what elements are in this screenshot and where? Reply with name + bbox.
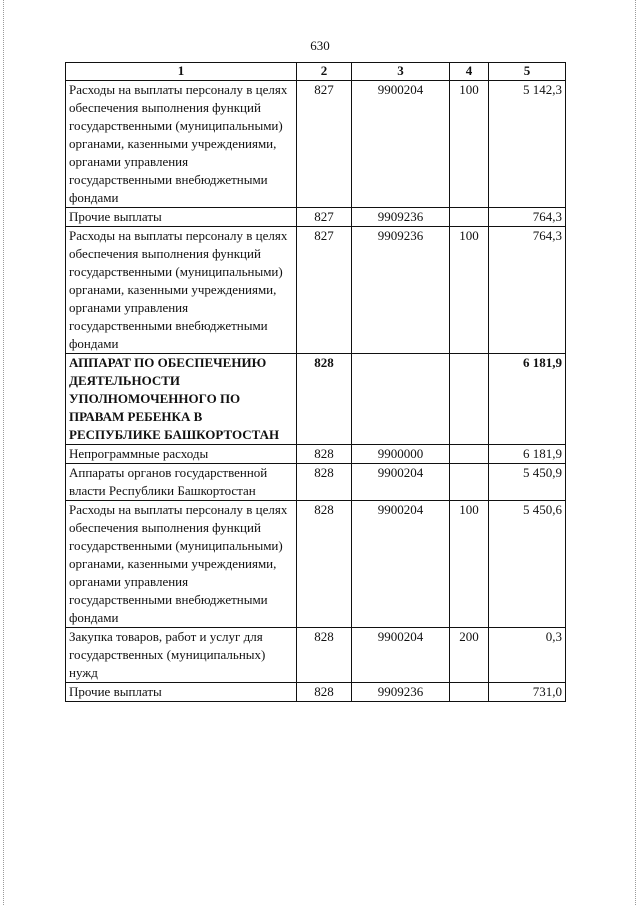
- row-kind-cell: [450, 354, 489, 445]
- table-row: [66, 81, 566, 208]
- row-name-cell: Расходы на выплаты персоналу в целях обеспечения выполнения функций государственными (муниципальными) органами, казенными учреждениями, органами управления государственными внебюджетными фондами: [66, 227, 297, 354]
- row-kind-cell: 100: [450, 81, 489, 208]
- scan-edge-right: [635, 0, 637, 905]
- row-code-cell: 827: [297, 208, 352, 227]
- row-code-cell: 828: [297, 354, 352, 445]
- row-target-cell: 9909236: [352, 208, 450, 227]
- row-code-cell: 827: [297, 81, 352, 208]
- row-code-cell: 828: [297, 445, 352, 464]
- row-amount-cell: 6 181,9: [489, 445, 566, 464]
- row-target-cell: 9909236: [352, 683, 450, 702]
- budget-table: [65, 62, 566, 702]
- row-amount-cell: 5 450,6: [489, 501, 566, 628]
- table-row: [66, 354, 566, 445]
- row-target-cell: [352, 354, 450, 445]
- table-row: [66, 501, 566, 628]
- row-amount-cell: 764,3: [489, 227, 566, 354]
- row-target-cell: 9900204: [352, 464, 450, 501]
- table-row: [66, 208, 566, 227]
- row-target-cell: 9900204: [352, 81, 450, 208]
- row-name-cell: Прочие выплаты: [66, 208, 297, 227]
- row-amount-cell: 6 181,9: [489, 354, 566, 445]
- header-cell: 4: [450, 63, 489, 81]
- header-cell: 2: [297, 63, 352, 81]
- row-target-cell: 9900000: [352, 445, 450, 464]
- table-row: [66, 683, 566, 702]
- row-code-cell: 827: [297, 227, 352, 354]
- row-amount-cell: 764,3: [489, 208, 566, 227]
- table-row: [66, 227, 566, 354]
- table-row: [66, 445, 566, 464]
- row-amount-cell: 5 450,9: [489, 464, 566, 501]
- page-number: 630: [310, 38, 330, 53]
- scan-edge-left: [3, 0, 5, 905]
- row-name-cell: Аппараты органов государственной власти Республики Башкортостан: [66, 464, 297, 501]
- header-cell: 3: [352, 63, 450, 81]
- row-amount-cell: 731,0: [489, 683, 566, 702]
- row-target-cell: 9900204: [352, 628, 450, 683]
- row-kind-cell: [450, 445, 489, 464]
- row-kind-cell: [450, 683, 489, 702]
- row-amount-cell: 5 142,3: [489, 81, 566, 208]
- row-name-cell: АППАРАТ ПО ОБЕСПЕЧЕНИЮ ДЕЯТЕЛЬНОСТИ УПОЛНОМОЧЕННОГО ПО ПРАВАМ РЕБЕНКА В РЕСПУБЛИКЕ БАШКОРТОСТАН: [66, 354, 297, 445]
- row-kind-cell: 100: [450, 501, 489, 628]
- table-row: [66, 464, 566, 501]
- header-cell: 1: [66, 63, 297, 81]
- row-code-cell: 828: [297, 628, 352, 683]
- row-target-cell: 9909236: [352, 227, 450, 354]
- header-cell: 5: [489, 63, 566, 81]
- row-name-cell: Закупка товаров, работ и услуг для государственных (муниципальных) нужд: [66, 628, 297, 683]
- header-row: [66, 63, 566, 81]
- row-target-cell: 9900204: [352, 501, 450, 628]
- row-name-cell: Расходы на выплаты персоналу в целях обеспечения выполнения функций государственными (муниципальными) органами, казенными учреждениями, органами управления государственными внебюджетными фондами: [66, 81, 297, 208]
- row-name-cell: Прочие выплаты: [66, 683, 297, 702]
- row-code-cell: 828: [297, 464, 352, 501]
- row-kind-cell: 100: [450, 227, 489, 354]
- row-kind-cell: [450, 208, 489, 227]
- row-name-cell: Расходы на выплаты персоналу в целях обеспечения выполнения функций государственными (муниципальными) органами, казенными учреждениями, органами управления государственными внебюджетными фондами: [66, 501, 297, 628]
- table-header: [66, 63, 566, 81]
- row-code-cell: 828: [297, 501, 352, 628]
- table-body: [66, 81, 566, 702]
- row-kind-cell: 200: [450, 628, 489, 683]
- table-row: [66, 628, 566, 683]
- row-name-cell: Непрограммные расходы: [66, 445, 297, 464]
- row-code-cell: 828: [297, 683, 352, 702]
- row-amount-cell: 0,3: [489, 628, 566, 683]
- row-kind-cell: [450, 464, 489, 501]
